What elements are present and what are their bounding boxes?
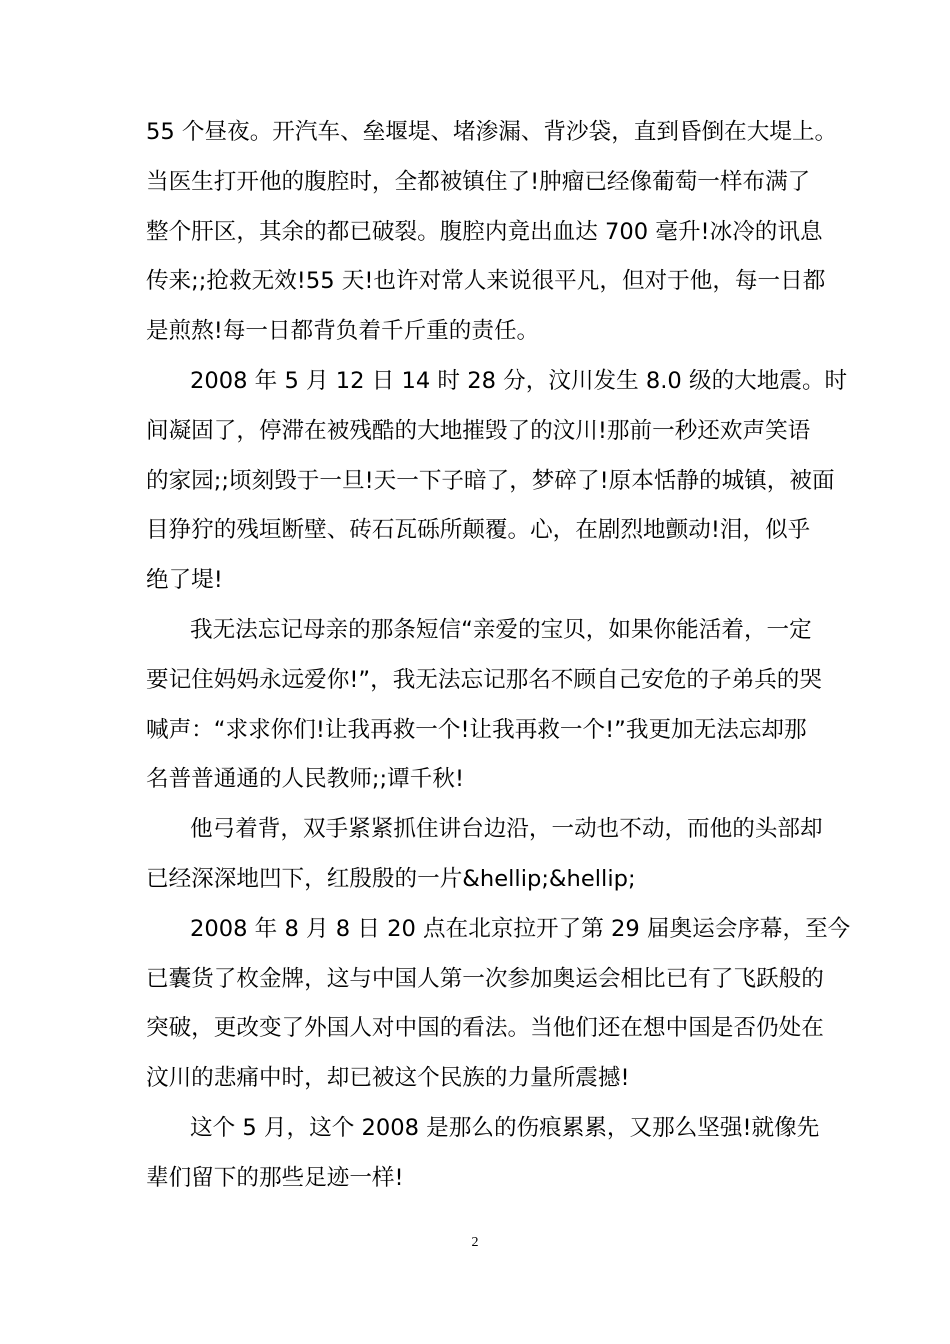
text-line: 喊声：“求求你们!让我再救一个!让我再救一个!”我更加无法忘却那	[146, 716, 807, 743]
document-body	[146, 108, 851, 1198]
paragraph-first-line: 这个 5 月，这个 2008 是那么的伤痕累累，又那么坚强!就像先	[190, 1114, 820, 1141]
text-line: 辈们留下的那些足迹一样!	[146, 1164, 404, 1191]
paragraph-first-line: 2008 年 8 月 8 日 20 点在北京拉开了第 29 届奥运会序幕，至今	[190, 915, 851, 942]
text-line: 是煎熬!每一日都背负着千斤重的责任。	[146, 318, 540, 345]
text-line: 要记住妈妈永远爱你!”，我无法忘记那名不顾自己安危的子弟兵的哭	[146, 666, 822, 693]
text-line: 传来;;抢救无效!55 天!也许对常人来说很平凡，但对于他，每一日都	[146, 268, 826, 295]
text-line: 间凝固了，停滞在被残酷的大地摧毁了的汶川!那前一秒还欢声笑语	[146, 417, 811, 444]
paragraph-first-line: 2008 年 5 月 12 日 14 时 28 分，汶川发生 8.0 级的大地震。时	[190, 367, 848, 394]
text-line: 名普普通通的人民教师;;谭千秋!	[146, 766, 465, 793]
paragraph-first-line: 他弓着背，双手紧紧抓住讲台边沿，一动也不动，而他的头部却	[190, 816, 823, 843]
text-line: 目狰狞的残垣断壁、砖石瓦砾所颠覆。心，在剧烈地颤动!泪，似乎	[146, 517, 811, 544]
text-line: 已囊货了枚金牌，这与中国人第一次参加奥运会相比已有了飞跃般的	[146, 965, 824, 992]
text-line: 当医生打开他的腹腔时，全都被镇住了!肿瘤已经像葡萄一样布满了	[146, 168, 811, 195]
text-line: 汶川的悲痛中时，却已被这个民族的力量所震撼!	[146, 1065, 630, 1092]
text-line: 绝了堤!	[146, 567, 223, 594]
paragraph-first-line: 我无法忘记母亲的那条短信“亲爱的宝贝，如果你能活着，一定	[190, 616, 812, 643]
text-line: 的家园;;顷刻毁于一旦!天一下子暗了，梦碎了!原本恬静的城镇，被面	[146, 467, 835, 494]
text-line: 突破，更改变了外国人对中国的看法。当他们还在想中国是否仍处在	[146, 1015, 824, 1042]
page-number: 2	[471, 1235, 479, 1250]
text-line: 55 个昼夜。开汽车、垒堰堤、堵渗漏、背沙袋，直到昏倒在大堤上。	[146, 119, 838, 145]
text-line: 已经深深地凹下，红殷殷的一片&hellip;&hellip;	[146, 865, 636, 892]
text-line: 整个肝区，其余的都已破裂。腹腔内竟出血达 700 毫升!冰冷的讯息	[146, 218, 823, 245]
